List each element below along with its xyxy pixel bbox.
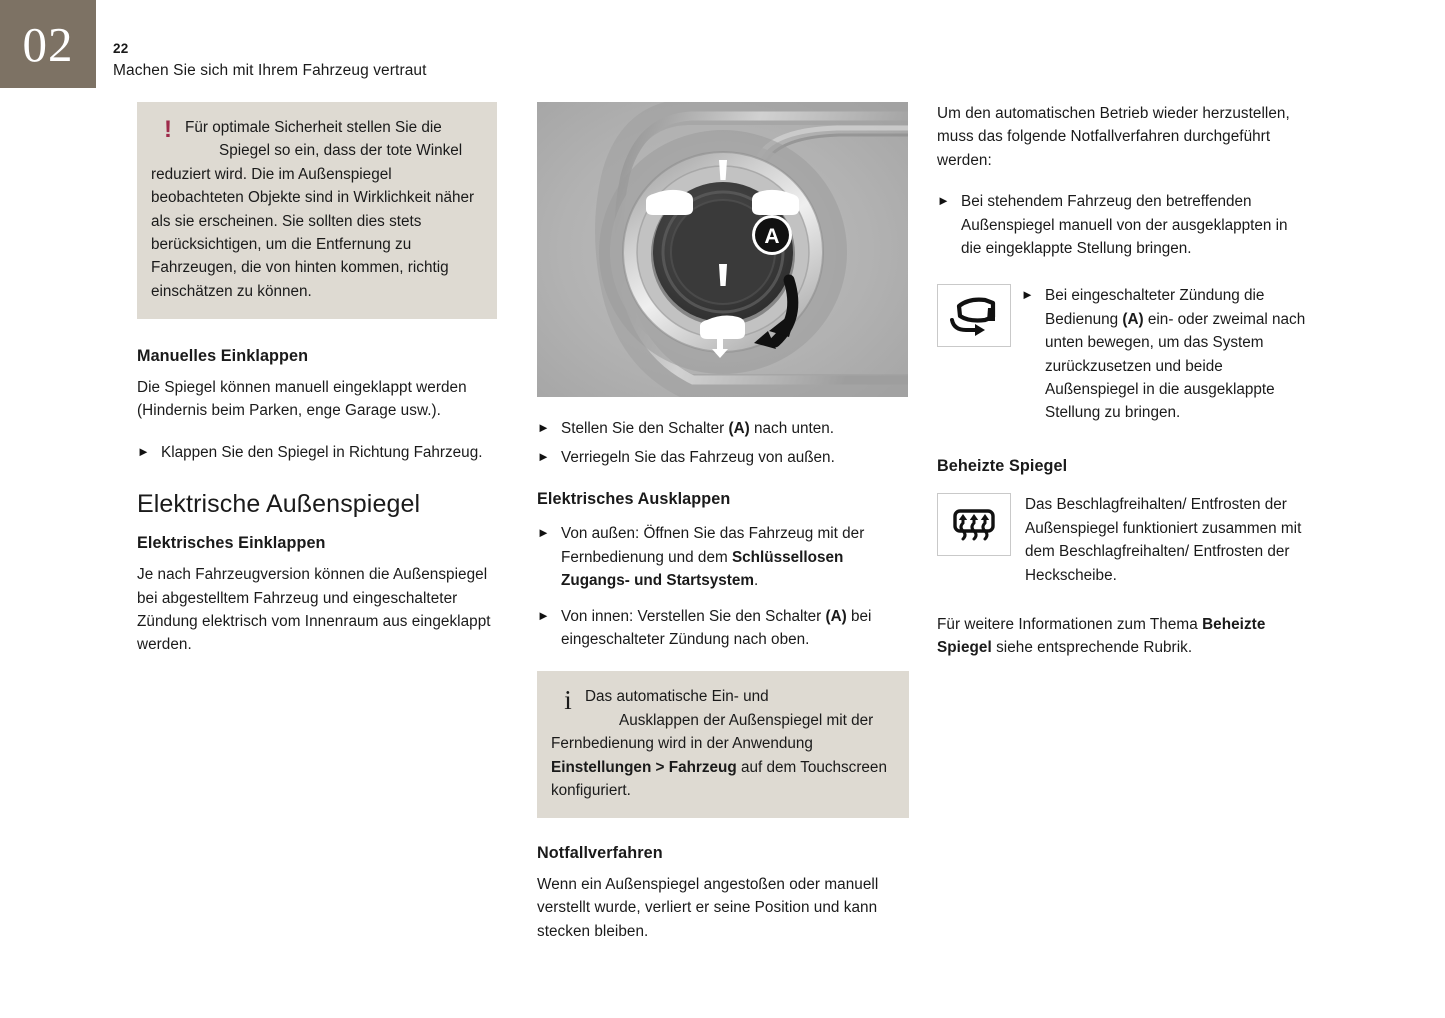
- list-item: [537, 605, 909, 652]
- heading-manual-fold: Manuelles Einklappen: [137, 347, 309, 366]
- list-item: [1021, 284, 1312, 424]
- bullet-text: [1045, 284, 1312, 424]
- bullet-text-pre: Von innen: Verstellen Sie den Schalter: [561, 607, 826, 625]
- bullet-text: Bei stehendem Fahrzeug den betreffenden Außenspiegel manuell von der ausgeklappten in die eingeklappte Stellung bringen.: [961, 193, 1288, 257]
- heading-emergency-procedure: Notfallverfahren: [537, 844, 663, 863]
- info-rest-post: auf dem Touchscreen konfiguriert.: [551, 758, 887, 799]
- mirror-control-switch-photo: [537, 102, 908, 397]
- heated-mirror-text: Das Beschlagfreihalten/ Entfrosten der Außenspiegel funktioniert zusammen mit dem Beschlagfreihalten/ Entfrosten der Heckscheibe.: [1025, 496, 1302, 584]
- bullet-text-bold: (A): [728, 420, 750, 437]
- bullet-text-post: nach unten.: [749, 420, 834, 437]
- heated-mirror-icon-row: [937, 493, 1312, 587]
- bullet-text-pre: Stellen Sie den Schalter: [561, 420, 729, 437]
- information-mark-icon: i: [564, 685, 572, 716]
- warning-rest: reduziert wird. Die im Außenspiegel beobachteten Objekte sind in Wirklichkeit näher als sie erscheinen. Sie sollten dies stets berücksichtigen, um die Entfernung zu Fahrzeugen, die von hinten kommen, richtig einschätzen zu können.: [151, 165, 475, 300]
- chapter-number: 02: [22, 16, 74, 72]
- information-callout-body: [551, 685, 893, 802]
- list-item: [537, 522, 909, 592]
- bullet-text: Klappen Sie den Spiegel in Richtung Fahrzeug.: [161, 443, 483, 461]
- bullet-text: [561, 605, 909, 652]
- information-callout: [537, 671, 909, 818]
- list-item: [537, 417, 909, 440]
- paragraph-manual-fold: Die Spiegel können manuell eingeklappt werden (Hindernis beim Parken, enge Garage usw.).: [137, 378, 467, 420]
- info-line-1: Das automatische Ein- und: [585, 688, 769, 706]
- mirror-fold-icon-text: [1011, 284, 1312, 424]
- section-title: Machen Sie sich mit Ihrem Fahrzeug vertraut: [113, 62, 427, 80]
- chapter-number-box: [0, 0, 96, 88]
- paragraph-electric-fold: Je nach Fahrzeugversion können die Außenspiegel bei abgestelltem Fahrzeug und eingeschalteter Zündung elektrisch vom Innenraum aus eingeklappt werden.: [137, 566, 491, 654]
- bullet-text-post: .: [753, 572, 759, 590]
- paragraph-restore-automatic: Um den automatischen Betrieb wieder herzustellen, muss das folgende Notfallverfahren durchgeführt werden:: [937, 105, 1290, 169]
- column-left: [137, 102, 497, 657]
- list-item: [537, 446, 909, 469]
- heading-electric-unfold: Elektrisches Ausklappen: [537, 489, 731, 508]
- info-line-2: Ausklappen der Außenspiegel mit der: [619, 711, 874, 729]
- footer-post: siehe entsprechende Rubrik.: [991, 639, 1193, 657]
- triangle-bullet-icon: ►: [537, 449, 550, 465]
- info-rest-pre: Fernbedienung wird in der Anwendung: [551, 735, 813, 753]
- column-center: [537, 102, 909, 943]
- bullet-text-post: bei eingeschalteter Zündung nach oben.: [561, 607, 872, 649]
- bullet-text: [561, 522, 909, 592]
- page-header: [113, 40, 427, 83]
- footer-pre: Für weitere Informationen zum Thema: [937, 615, 1203, 633]
- heading-electric-fold: Elektrisches Einklappen: [137, 534, 326, 553]
- bullet-text-bold: (A): [825, 607, 847, 625]
- footer-bold: Beheizte Spiegel: [937, 615, 1266, 657]
- list-item: [937, 190, 1312, 260]
- triangle-bullet-icon: ►: [937, 193, 950, 209]
- exclamation-mark-icon: !: [164, 116, 172, 143]
- column-right: [937, 102, 1312, 660]
- info-rest-bold: Einstellungen > Fahrzeug: [551, 758, 737, 776]
- heading-heated-mirrors: Beheizte Spiegel: [937, 456, 1068, 475]
- warning-line-2: Spiegel so ein, dass der tote Winkel: [219, 142, 463, 160]
- bullet-text-pre: Von außen: Öffnen Sie das Fahrzeug mit der Fernbedienung und dem: [561, 525, 865, 566]
- triangle-bullet-icon: ►: [537, 525, 550, 541]
- bullet-text-bold: (A): [1122, 310, 1144, 328]
- bullet-text: Verriegeln Sie das Fahrzeug von außen.: [561, 449, 835, 467]
- warning-callout: [137, 102, 497, 319]
- warning-callout-body: [151, 116, 481, 303]
- svg-text:A: A: [764, 225, 780, 248]
- paragraph-emergency-procedure: Wenn ein Außenspiegel angestoßen oder manuell verstellt wurde, verliert er seine Position und kann stecken bleiben.: [537, 876, 879, 940]
- heading-electric-mirrors: Elektrische Außenspiegel: [137, 489, 421, 518]
- mirror-fold-icon-row: [937, 284, 1312, 424]
- bullet-text: [561, 417, 909, 440]
- mirror-fold-icon: [937, 284, 1011, 347]
- heated-mirror-icon: [937, 493, 1011, 556]
- triangle-bullet-icon: ►: [537, 420, 550, 435]
- triangle-bullet-icon: ►: [537, 607, 550, 623]
- triangle-bullet-icon: ►: [1021, 287, 1034, 303]
- bullet-text-post: ein- oder zweimal nach unten bewegen, um das System zurückzusetzen und beide Außenspiegel in die ausgeklappte Stellung zu bringen.: [1045, 310, 1306, 422]
- bullet-text-pre: Bei eingeschalteter Zündung die Bedienung: [1045, 287, 1265, 328]
- list-item: [137, 441, 497, 464]
- paragraph-heated-reference: [937, 613, 1312, 660]
- bullet-text-bold: Schlüssellosen Zugangs- und Startsystem: [561, 548, 844, 590]
- page-number: 22: [113, 41, 129, 56]
- warning-line-1: Für optimale Sicherheit stellen Sie die: [185, 119, 442, 136]
- triangle-bullet-icon: ►: [137, 443, 150, 459]
